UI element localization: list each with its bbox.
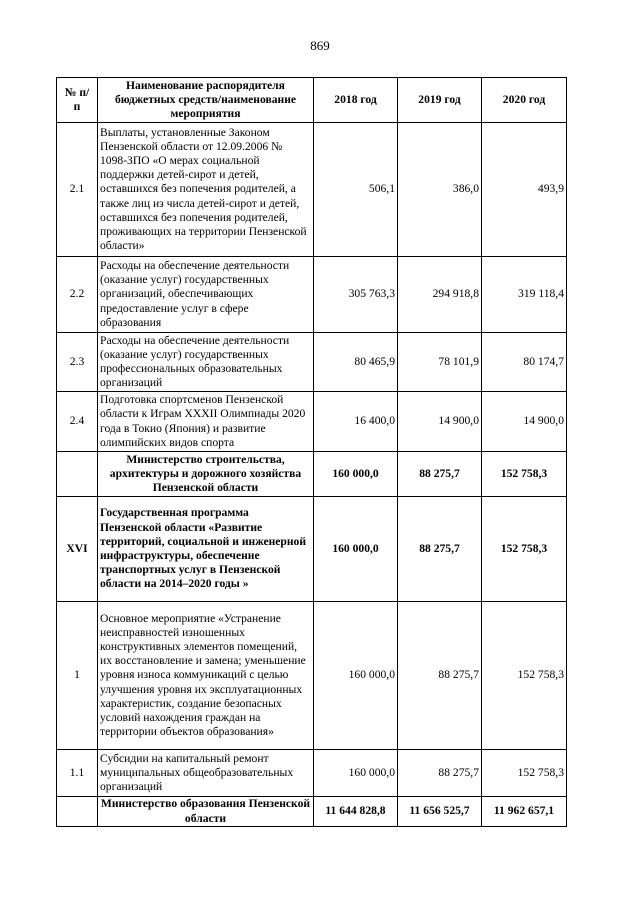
- value-2020: 319 118,4: [482, 257, 567, 333]
- value-2020: 80 174,7: [482, 333, 567, 392]
- table-row: [57, 797, 567, 827]
- row-name: Подготовка спортсменов Пензенской области к Играм XXXII Олимпиады 2020 года в Токио (Япония) и развитие олимпийских видов спорта: [98, 392, 314, 452]
- header-number: № п/п: [57, 78, 98, 123]
- row-number: 1.1: [57, 750, 98, 797]
- value-2020: 11 962 657,1: [482, 797, 567, 827]
- row-number: 1: [57, 602, 98, 750]
- row-name: Расходы на обеспечение деятельности (оказание услуг) государственных организаций, обеспечивающих предоставление услуг в сфере образования: [98, 257, 314, 333]
- value-2018: 160 000,0: [314, 750, 398, 797]
- row-name: Министерство строительства, архитектуры и дорожного хозяйства Пензенской области: [98, 452, 314, 497]
- value-2020: 152 758,3: [482, 452, 567, 497]
- value-2018: 160 000,0: [314, 497, 398, 602]
- row-name: Субсидии на капитальный ремонт муниципальных общеобразовательных организаций: [98, 750, 314, 797]
- header-row: [57, 78, 567, 123]
- value-2018: 305 763,3: [314, 257, 398, 333]
- table-row: [57, 123, 567, 257]
- header-name: Наименование распорядителя бюджетных средств/наименование мероприятия: [98, 78, 314, 123]
- table-row: [57, 497, 567, 602]
- value-2019: 88 275,7: [398, 452, 482, 497]
- table-row: [57, 750, 567, 797]
- value-2020: 14 900,0: [482, 392, 567, 452]
- row-name: Расходы на обеспечение деятельности (оказание услуг) государственных профессиональных образовательных организаций: [98, 333, 314, 392]
- table-row: [57, 452, 567, 497]
- value-2018: 160 000,0: [314, 452, 398, 497]
- row-number: 2.3: [57, 333, 98, 392]
- row-number: [57, 797, 98, 827]
- row-name: Выплаты, установленные Законом Пензенской области от 12.09.2006 № 1098-ЗПО «О мерах социальной поддержки детей-сирот и детей, оставшихся без попечения родителей, а также лиц из числа детей-сирот и детей, оставшихся без попечения родителей, проживающих на территории Пензенской области»: [98, 123, 314, 257]
- header-2019: 2019 год: [398, 78, 482, 123]
- row-number: 2.2: [57, 257, 98, 333]
- row-name: Министерство образования Пензенской области: [98, 797, 314, 827]
- row-number: XVI: [57, 497, 98, 602]
- header-2020: 2020 год: [482, 78, 567, 123]
- value-2018: 11 644 828,8: [314, 797, 398, 827]
- header-2018: 2018 год: [314, 78, 398, 123]
- value-2019: 88 275,7: [398, 602, 482, 750]
- value-2020: 152 758,3: [482, 602, 567, 750]
- value-2019: 386,0: [398, 123, 482, 257]
- value-2020: 152 758,3: [482, 750, 567, 797]
- budget-table: [56, 77, 567, 827]
- row-name: Основное мероприятие «Устранение неисправностей изношенных конструктивных элементов помещений, их восстановление и замена; уменьшение уровня износа коммуникаций с целью улучшения уровня их эксплуатационных характеристик, создание безопасных условий нахождения граждан на территории объектов образования»: [98, 602, 314, 750]
- row-name: Государственная программа Пензенской области «Развитие территорий, социальной и инженерной инфраструктуры, обеспечение транспортных услуг в Пензенской области на 2014–2020 годы »: [98, 497, 314, 602]
- value-2018: 80 465,9: [314, 333, 398, 392]
- table-row: [57, 257, 567, 333]
- value-2019: 78 101,9: [398, 333, 482, 392]
- value-2018: 506,1: [314, 123, 398, 257]
- table-row: [57, 392, 567, 452]
- value-2020: 152 758,3: [482, 497, 567, 602]
- table-row: [57, 333, 567, 392]
- row-number: [57, 452, 98, 497]
- row-number: 2.4: [57, 392, 98, 452]
- value-2020: 493,9: [482, 123, 567, 257]
- row-number: 2.1: [57, 123, 98, 257]
- value-2018: 160 000,0: [314, 602, 398, 750]
- value-2019: 14 900,0: [398, 392, 482, 452]
- page-number: 869: [310, 38, 330, 53]
- value-2019: 88 275,7: [398, 497, 482, 602]
- value-2019: 294 918,8: [398, 257, 482, 333]
- value-2019: 11 656 525,7: [398, 797, 482, 827]
- table-row: [57, 602, 567, 750]
- value-2019: 88 275,7: [398, 750, 482, 797]
- value-2018: 16 400,0: [314, 392, 398, 452]
